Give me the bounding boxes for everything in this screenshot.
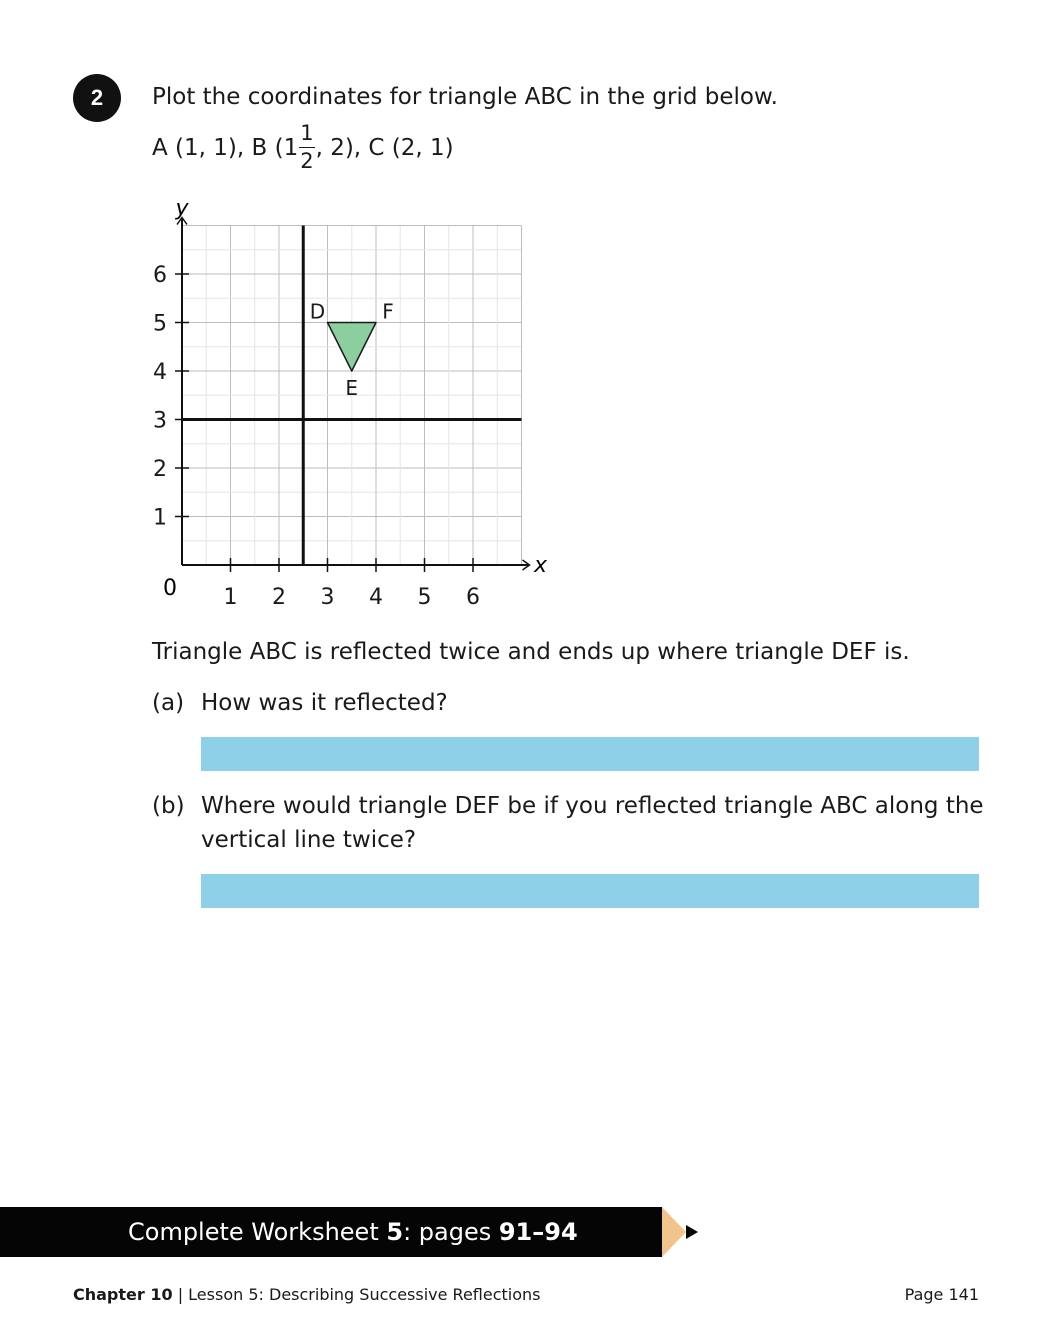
x-tick-label: 4 <box>369 585 383 610</box>
y-axis-label: y <box>175 196 189 221</box>
x-tick-label: 5 <box>417 585 432 610</box>
y-tick-label: 4 <box>153 360 167 385</box>
x-axis-label: x <box>533 553 548 578</box>
y-tick-label: 3 <box>153 408 167 434</box>
footer-lesson: Lesson 5: Describing Successive Reflections <box>188 1285 541 1304</box>
y-tick-label: 2 <box>153 457 167 482</box>
part-b <box>152 789 992 857</box>
banner-prefix: Complete Worksheet <box>128 1218 387 1246</box>
answer-box-b[interactable] <box>201 874 979 908</box>
banner-text <box>128 1207 578 1257</box>
fraction-denominator: 2 <box>300 149 314 173</box>
banner-worksheet-number: 5 <box>386 1218 404 1246</box>
y-tick-label: 6 <box>153 263 167 288</box>
y-tick-label: 1 <box>153 505 167 531</box>
coordinates-start: A (1, 1), B (1 <box>152 135 299 161</box>
question-number-badge: 2 <box>73 74 121 122</box>
coordinates-end: , 2), C (2, 1) <box>315 135 454 161</box>
x-tick-label: 2 <box>272 585 286 610</box>
part-b-label: (b) <box>152 793 185 819</box>
origin-label: 0 <box>163 576 177 601</box>
part-a-label: (a) <box>152 690 185 716</box>
footer-lesson-info <box>73 1284 541 1306</box>
banner-middle: : pages <box>403 1218 499 1246</box>
x-tick-label: 1 <box>223 585 238 610</box>
half-fraction <box>299 120 314 175</box>
part-a <box>152 686 992 720</box>
footer-chapter: Chapter 10 <box>73 1285 173 1304</box>
x-tick-label: 3 <box>320 585 335 610</box>
question-prompt: Plot the coordinates for triangle ABC in the grid below. <box>152 84 778 110</box>
part-a-question: How was it reflected? <box>201 690 448 716</box>
part-b-question <box>201 789 984 857</box>
reflection-statement: Triangle ABC is reflected twice and ends up where triangle DEF is. <box>152 639 910 665</box>
part-b-line-1: Where would triangle DEF be if you reflected triangle ABC along the <box>201 793 984 819</box>
coordinates-line <box>152 120 454 176</box>
y-tick-label: 5 <box>153 311 167 337</box>
vertex-label-f: F <box>382 299 394 324</box>
footer-page-number: Page 141 <box>904 1285 979 1304</box>
worksheet-banner <box>0 1207 700 1257</box>
vertex-label-d: D <box>309 299 326 324</box>
fraction-numerator: 1 <box>299 120 314 148</box>
answer-box-a[interactable] <box>201 737 979 771</box>
x-tick-label: 6 <box>466 585 480 610</box>
footer-separator: | <box>172 1285 189 1304</box>
part-b-line-2: vertical line twice? <box>201 827 417 853</box>
banner-pages: 91–94 <box>498 1218 578 1246</box>
vertex-label-e: E <box>345 376 359 400</box>
pencil-tip-icon <box>662 1207 700 1257</box>
coordinate-grid <box>140 195 560 615</box>
